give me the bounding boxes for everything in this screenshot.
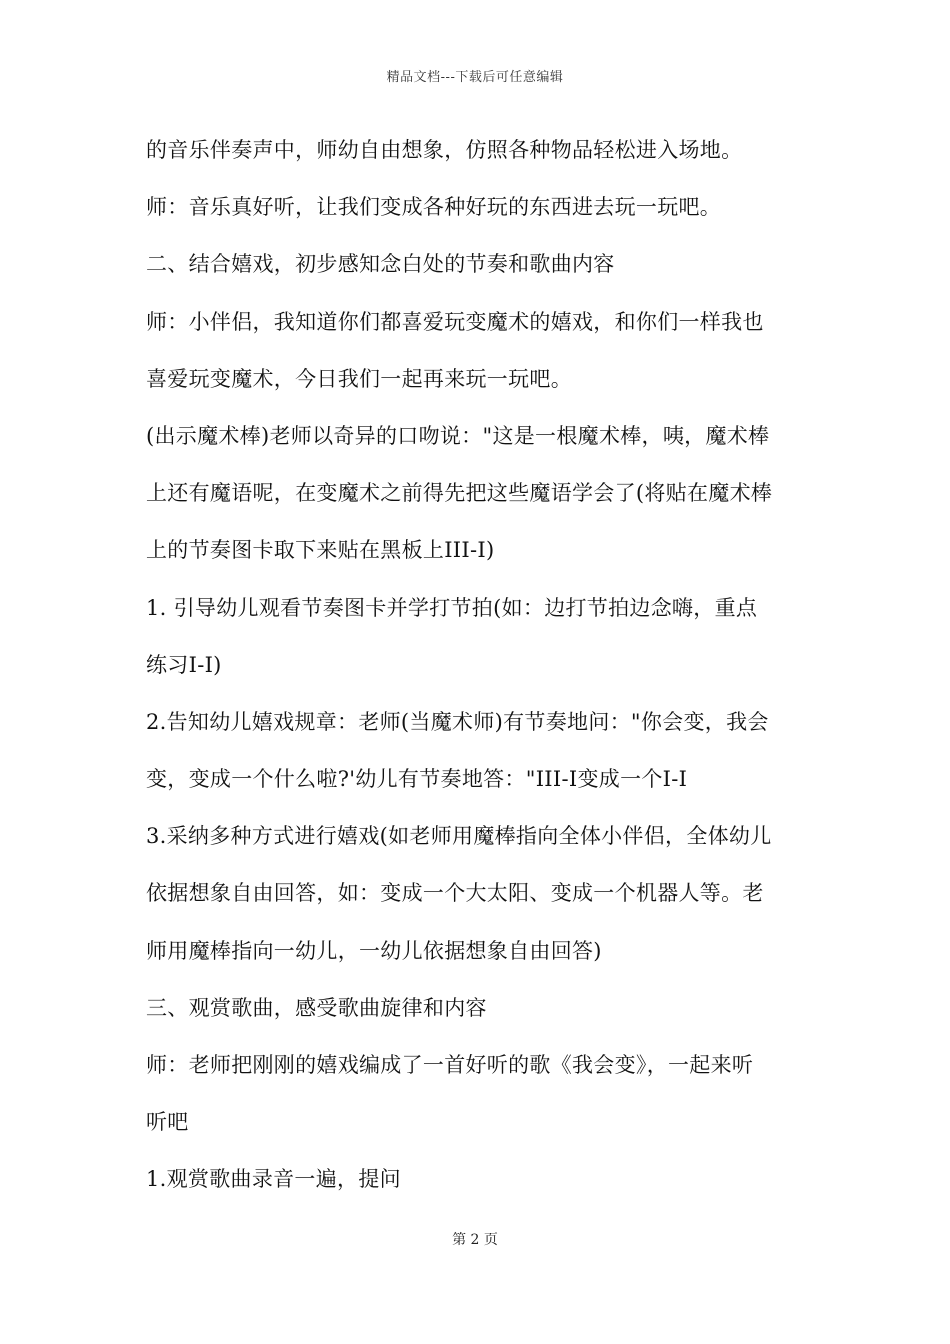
list-item: 1.观赏歌曲录音一遍，提问 [146, 1167, 401, 1192]
section-heading: 二、结合嬉戏，初步感知念白处的节奏和歌曲内容 [146, 252, 615, 277]
section-heading: 三、观赏歌曲，感受歌曲旋律和内容 [146, 995, 487, 1020]
page-header: 精品文档---下载后可任意编辑 [386, 70, 564, 85]
text-line: 师：老师把刚刚的嬉戏编成了一首好听的歌《我会变》，一起来听 [146, 1053, 754, 1077]
document-body [146, 130, 816, 1217]
list-item: 2.告知幼儿嬉戏规章：老师(当魔术师)有节奏地问："你会变，我会 [146, 709, 769, 734]
page-number: 第 2 页 [452, 1232, 498, 1248]
list-item: 1. 引导幼儿观看节奏图卡并学打节拍(如：边打节拍边念嗨，重点 [146, 595, 758, 620]
text-line: 上的节奏图卡取下来贴在黑板上III-I) [146, 538, 495, 563]
text-line: 师：小伴侣，我知道你们都喜爱玩变魔术的嬉戏，和你们一样我也 [146, 309, 764, 334]
list-item: 3.采纳多种方式进行嬉戏(如老师用魔棒指向全体小伴侣，全体幼儿 [146, 824, 772, 849]
text-line: 上还有魔语呢，在变魔术之前得先把这些魔语学会了(将贴在魔术棒 [146, 481, 773, 506]
text-line: 练习I-I) [146, 652, 222, 677]
text-line: 师：音乐真好听，让我们变成各种好玩的东西进去玩一玩吧。 [146, 195, 722, 220]
text-line: 听吧 [146, 1110, 189, 1135]
text-line: 依据想象自由回答，如：变成一个大太阳、变成一个机器人等。老 [146, 881, 764, 906]
text-line: 的音乐伴奏声中，师幼自由想象，仿照各种物品轻松进入场地。 [146, 138, 743, 162]
text-line: 师用魔棒指向一幼儿，一幼儿依据想象自由回答) [146, 938, 602, 963]
text-line: 喜爱玩变魔术，今日我们一起再来玩一玩吧。 [146, 366, 572, 391]
text-line: (出示魔术棒)老师以奇异的口吻说："这是一根魔术棒，咦，魔术棒 [146, 423, 770, 448]
text-line: 变，变成一个什么啦?'幼儿有节奏地答："III-I变成一个I-I [146, 767, 688, 792]
